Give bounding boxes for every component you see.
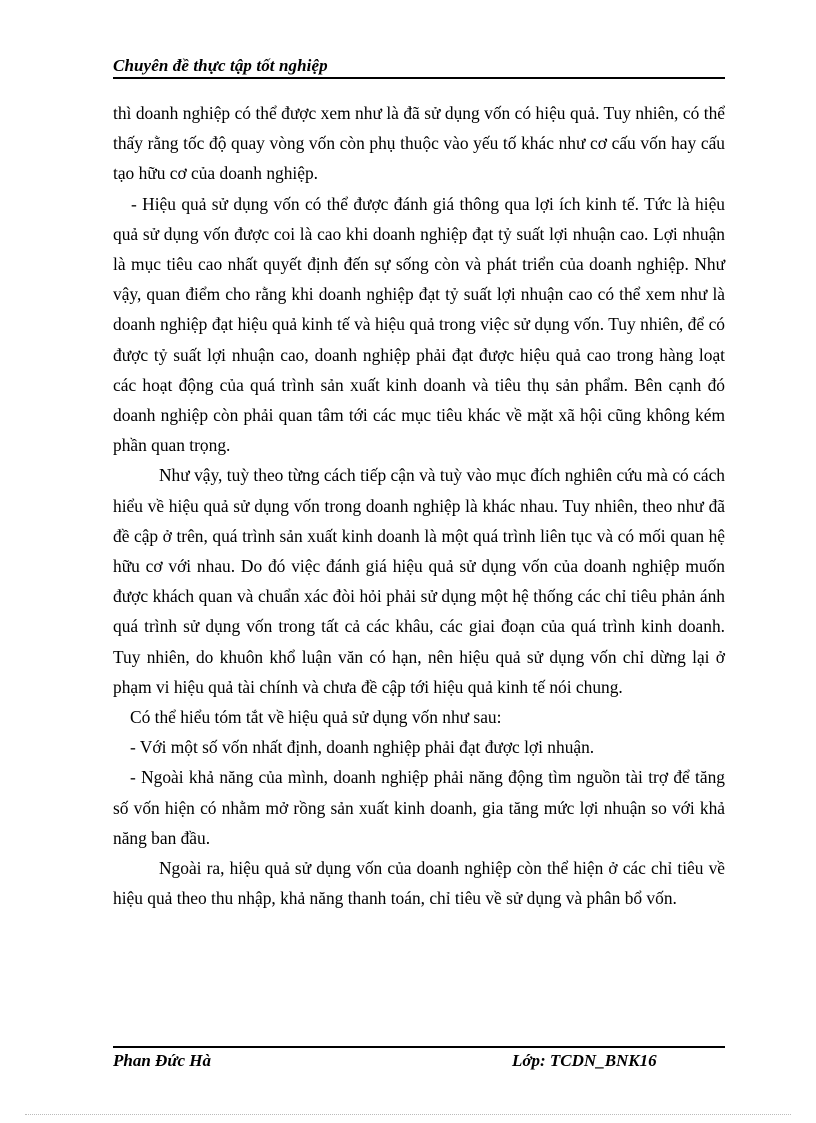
footer-divider (113, 1046, 725, 1048)
footer-author: Phan Đức Hà (113, 1051, 212, 1070)
footer-class: Lớp: TCDN_BNK16 (512, 1051, 657, 1070)
paragraph-4: Có thể hiểu tóm tắt về hiệu quả sử dụng vốn như sau: (130, 707, 502, 728)
paragraph-1: thì doanh nghiệp có thể được xem như là đã sử dụng vốn có hiệu quả. Tuy nhiên, có thể thấy rằng tốc độ quay vòng vốn còn phụ thuộc vào yếu tố khác như cơ cấu vốn hay cấu tạo hữu cơ của doanh nghiệp. (113, 103, 725, 184)
paragraph-7: Ngoài ra, hiệu quả sử dụng vốn của doanh nghiệp còn thể hiện ở các chỉ tiêu về hiệu quả theo thu nhập, khả năng thanh toán, chỉ tiêu về sử dụng và phân bổ vốn. (113, 858, 725, 909)
header-title: Chuyên đề thực tập tốt nghiệp (113, 56, 328, 75)
page-header (113, 53, 725, 79)
document-body (113, 98, 725, 913)
paragraph-3: Như vậy, tuỳ theo từng cách tiếp cận và tuỳ vào mục đích nghiên cứu mà có cách hiểu về hiệu quả sử dụng vốn trong doanh nghiệp là khác nhau. Tuy nhiên, theo như đã đề cập ở trên, quá trình sản xuất kinh doanh là một quá trình liên tục và có mối quan hệ hữu cơ với nhau. Do đó việc đánh giá hiệu quả sử dụng vốn của doanh nghiệp muốn được khách quan và chuẩn xác đòi hỏi phải sử dụng một hệ thống các chỉ tiêu phản ánh quá trình sử dụng vốn trong tất cả các khâu, các giai đoạn của quá trình kinh doanh. Tuy nhiên, do khuôn khổ luận văn có hạn, nên hiệu quả sử dụng vốn chỉ dừng lại ở phạm vi hiệu quả tài chính và chưa đề cập tới hiệu quả kinh tế nói chung. (113, 465, 725, 697)
page-bottom-dotted-line (25, 1114, 791, 1115)
paragraph-2: - Hiệu quả sử dụng vốn có thể được đánh giá thông qua lợi ích kinh tế. Tức là hiệu quả sử dụng vốn được coi là cao khi doanh nghiệp đạt tỷ suất lợi nhuận cao. Lợi nhuận là mục tiêu cao nhất quyết định đến sự sống còn và phát triển của doanh nghiệp. Như vậy, quan điểm cho rằng khi doanh nghiệp đạt tỷ suất lợi nhuận cao có thể xem như là doanh nghiệp đạt hiệu quả kinh tế và hiệu quả trong việc sử dụng vốn. Tuy nhiên, để có được tỷ suất lợi nhuận cao, doanh nghiệp phải đạt được hiệu quả cao trong hàng loạt các hoạt động của quá trình sản xuất kinh doanh và tiêu thụ sản phẩm. Bên cạnh đó doanh nghiệp còn phải quan tâm tới các mục tiêu khác về mặt xã hội cũng không kém phần quan trọng. (113, 193, 725, 456)
paragraph-5: - Với một số vốn nhất định, doanh nghiệp phải đạt được lợi nhuận. (130, 737, 595, 758)
paragraph-6: - Ngoài khả năng của mình, doanh nghiệp phải năng động tìm nguồn tài trợ để tăng số vốn hiện có nhằm mở rồng sản xuất kinh doanh, gia tăng mức lợi nhuận so với khả năng ban đầu. (113, 767, 725, 848)
